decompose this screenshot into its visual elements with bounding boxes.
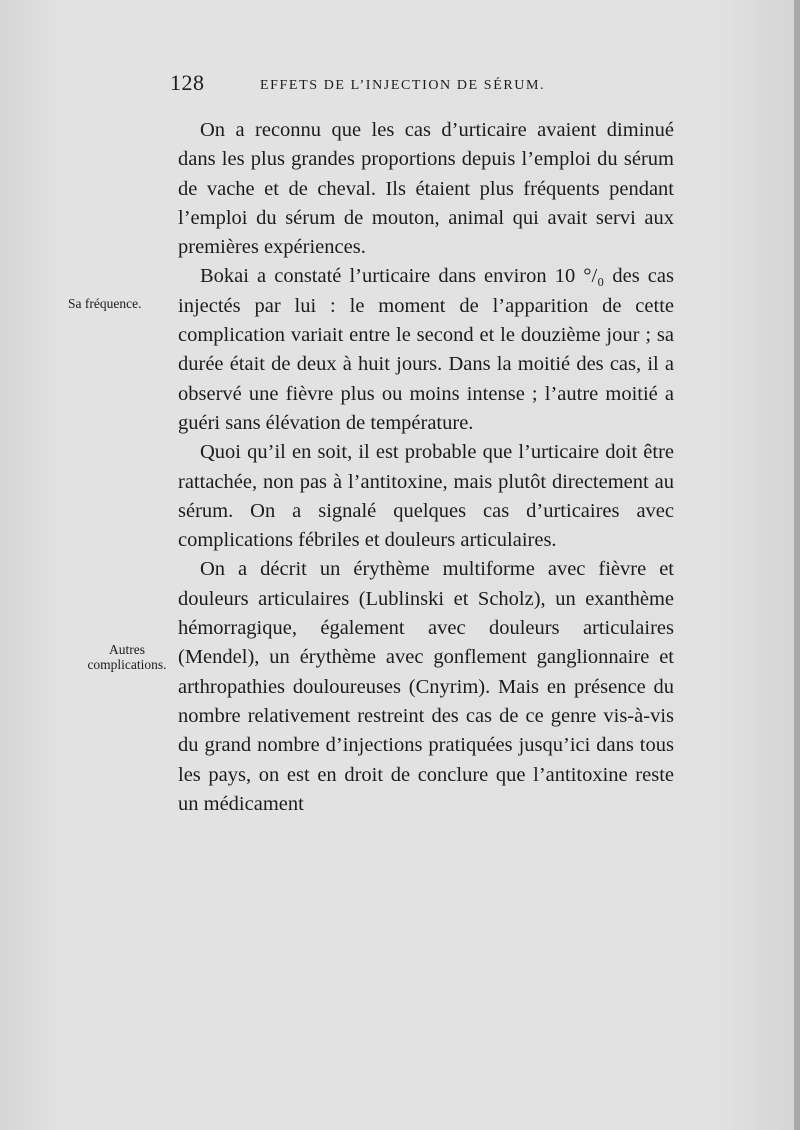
margin-note-autres-complications bbox=[74, 642, 180, 672]
paragraph-serum-origin: Quoi qu’il en soit, il est probable que l’urticaire doit être rattachée, non pas à l’antitoxine, mais plutôt directement au sérum. On a signalé quelques cas d’urticaires avec complications fébriles et douleurs articulaires. bbox=[178, 441, 674, 552]
paragraph-urticaire-reduction: On a reconnu que les cas d’urticaire avaient diminué dans les plus grandes proportions depuis l’emploi du sérum de vache et de cheval. Ils étaient plus fréquents pendant l’emploi du sérum de mouton, animal qui avait servi aux premières expériences. bbox=[178, 119, 674, 259]
page-number: 128 bbox=[170, 70, 205, 95]
body-text bbox=[178, 116, 674, 819]
margin-note-frequence: Sa fréquence. bbox=[68, 296, 142, 311]
paragraph-bokai-frequency: Bokai a constaté l’urticaire dans environ 10 °/₀ des cas injectés par lui : le moment de l’apparition de cette complication variait entre le second et le douzième jour ; sa durée était de deux à huit jours. Dans la moitié des cas, il a observé une fièvre plus ou moins intense ; l’autre moitié a guéri sans élévation de température. bbox=[178, 265, 674, 434]
margin-note-autres-line1: Autres bbox=[109, 642, 145, 657]
running-title: EFFETS DE L’INJECTION DE SÉRUM. bbox=[260, 78, 546, 93]
margin-note-autres-line2: complications. bbox=[87, 657, 167, 672]
paragraph-other-complications: On a décrit un érythème multiforme avec fièvre et douleurs articulaires (Lublinski et Scholz), un exanthème hémorragique, également avec douleurs articulaires (Mendel), un érythème avec gonflement ganglionnaire et arthropathies douloureuses (Cnyrim). Mais en présence du nombre relativement restreint des cas de ce genre vis-à-vis du grand nombre d’injections pratiquées jusqu’ici dans tous les pays, on est en droit de conclure que l’antitoxine reste un médicament bbox=[178, 558, 674, 815]
page-header bbox=[170, 70, 590, 100]
